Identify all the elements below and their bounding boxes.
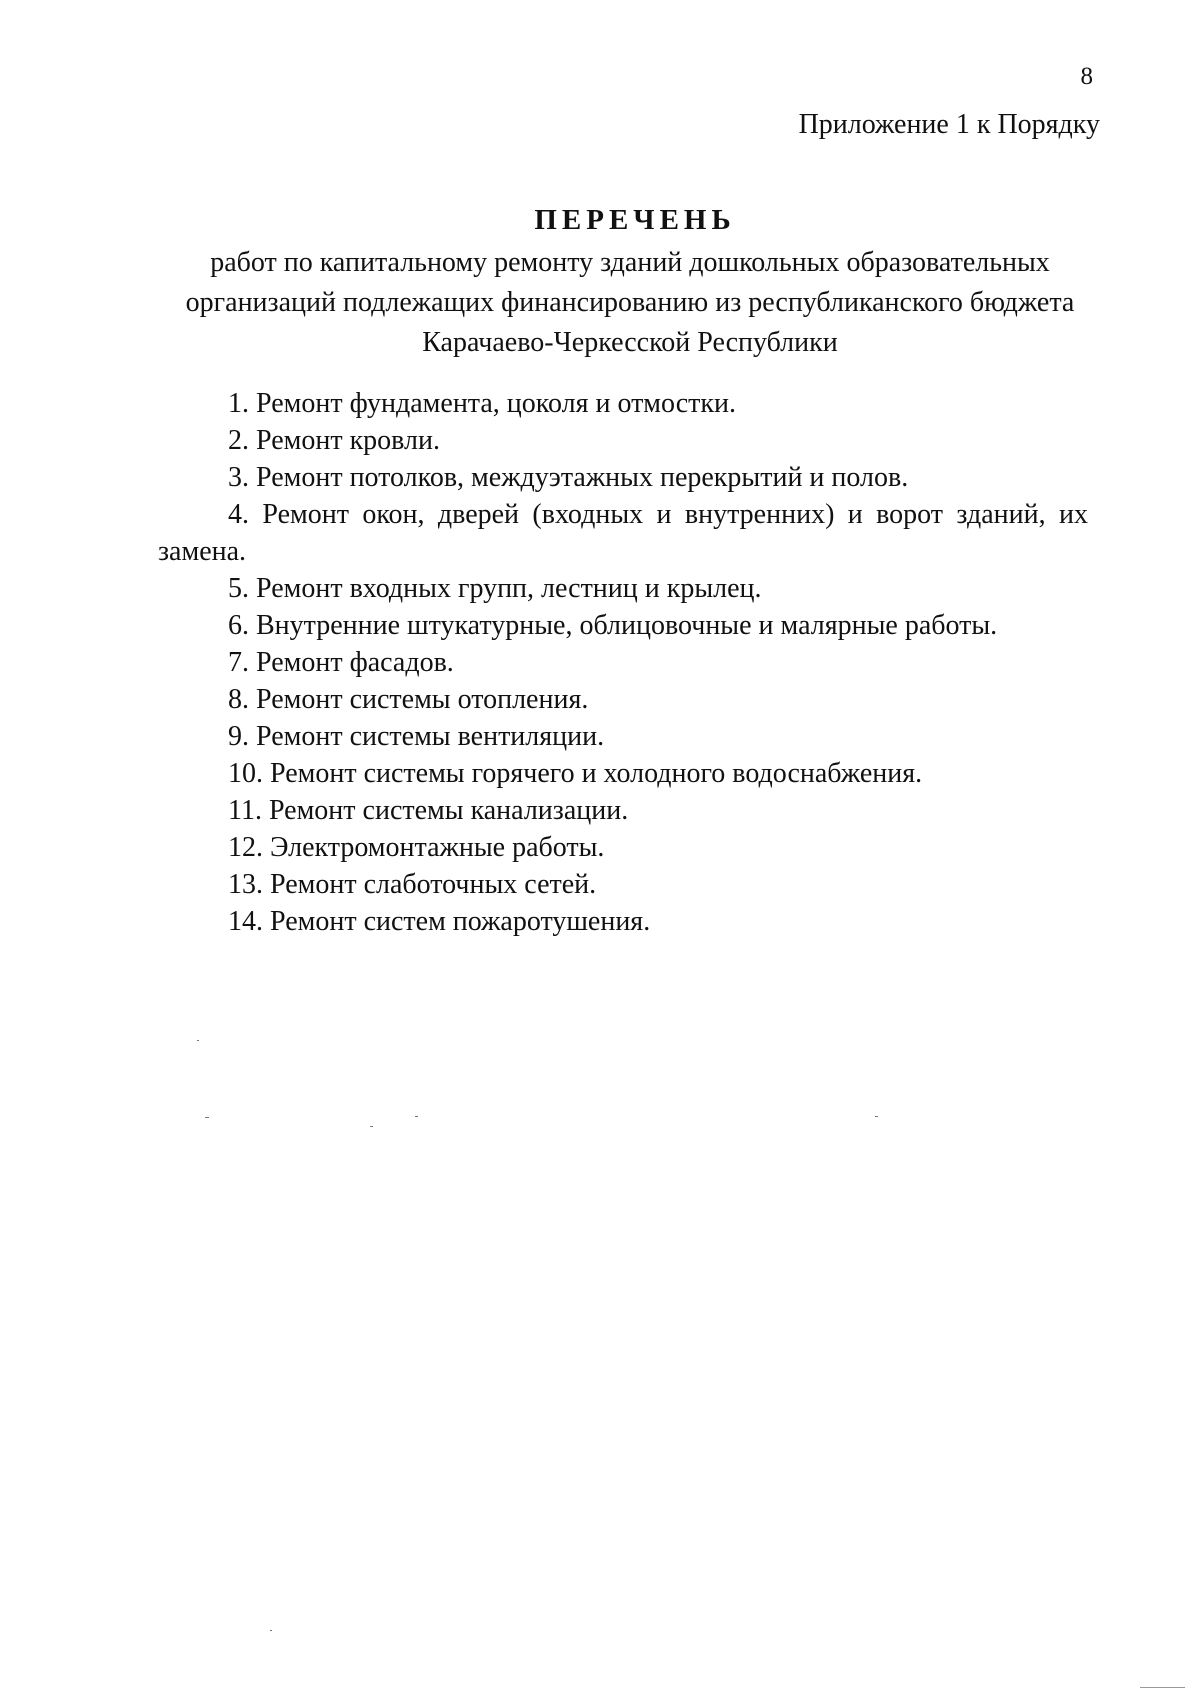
list-item: 14. Ремонт систем пожаротушения. <box>228 906 651 937</box>
list-item: 11. Ремонт системы канализации. <box>228 795 629 826</box>
list-item: 9. Ремонт системы вентиляции. <box>228 721 605 752</box>
list-item: 1. Ремонт фундамента, цоколя и отмостки. <box>228 388 736 419</box>
page-number: 8 <box>1080 63 1093 90</box>
list-item: 13. Ремонт слаботочных сетей. <box>228 869 597 900</box>
list-item: 10. Ремонт системы горячего и холодного водоснабжения. <box>228 758 923 789</box>
list-item: 12. Электромонтажные работы. <box>228 832 605 863</box>
document-subtitle: работ по капитальному ремонту зданий дошкольных образовательных организаций подлежащих финансированию из республиканского бюджета Карачаево-Черкесской Республики <box>185 247 1075 358</box>
list-item: 6. Внутренние штукатурные, облицовочные и малярные работы. <box>228 610 998 641</box>
list-item: 5. Ремонт входных групп, лестниц и крылец. <box>228 573 762 604</box>
document-title: ПЕРЕЧЕНЬ <box>534 204 736 236</box>
list-item: 2. Ремонт кровли. <box>228 425 440 456</box>
list-item: 4. Ремонт окон, дверей (входных и внутренних) и ворот зданий, их замена. <box>158 499 1088 567</box>
list-item: 8. Ремонт системы отопления. <box>228 684 589 715</box>
list-item: 7. Ремонт фасадов. <box>228 647 454 678</box>
appendix-reference: Приложение 1 к Порядку <box>798 109 1100 140</box>
work-items-list <box>158 385 1088 940</box>
list-item: 3. Ремонт потолков, междуэтажных перекрытий и полов. <box>228 462 909 493</box>
